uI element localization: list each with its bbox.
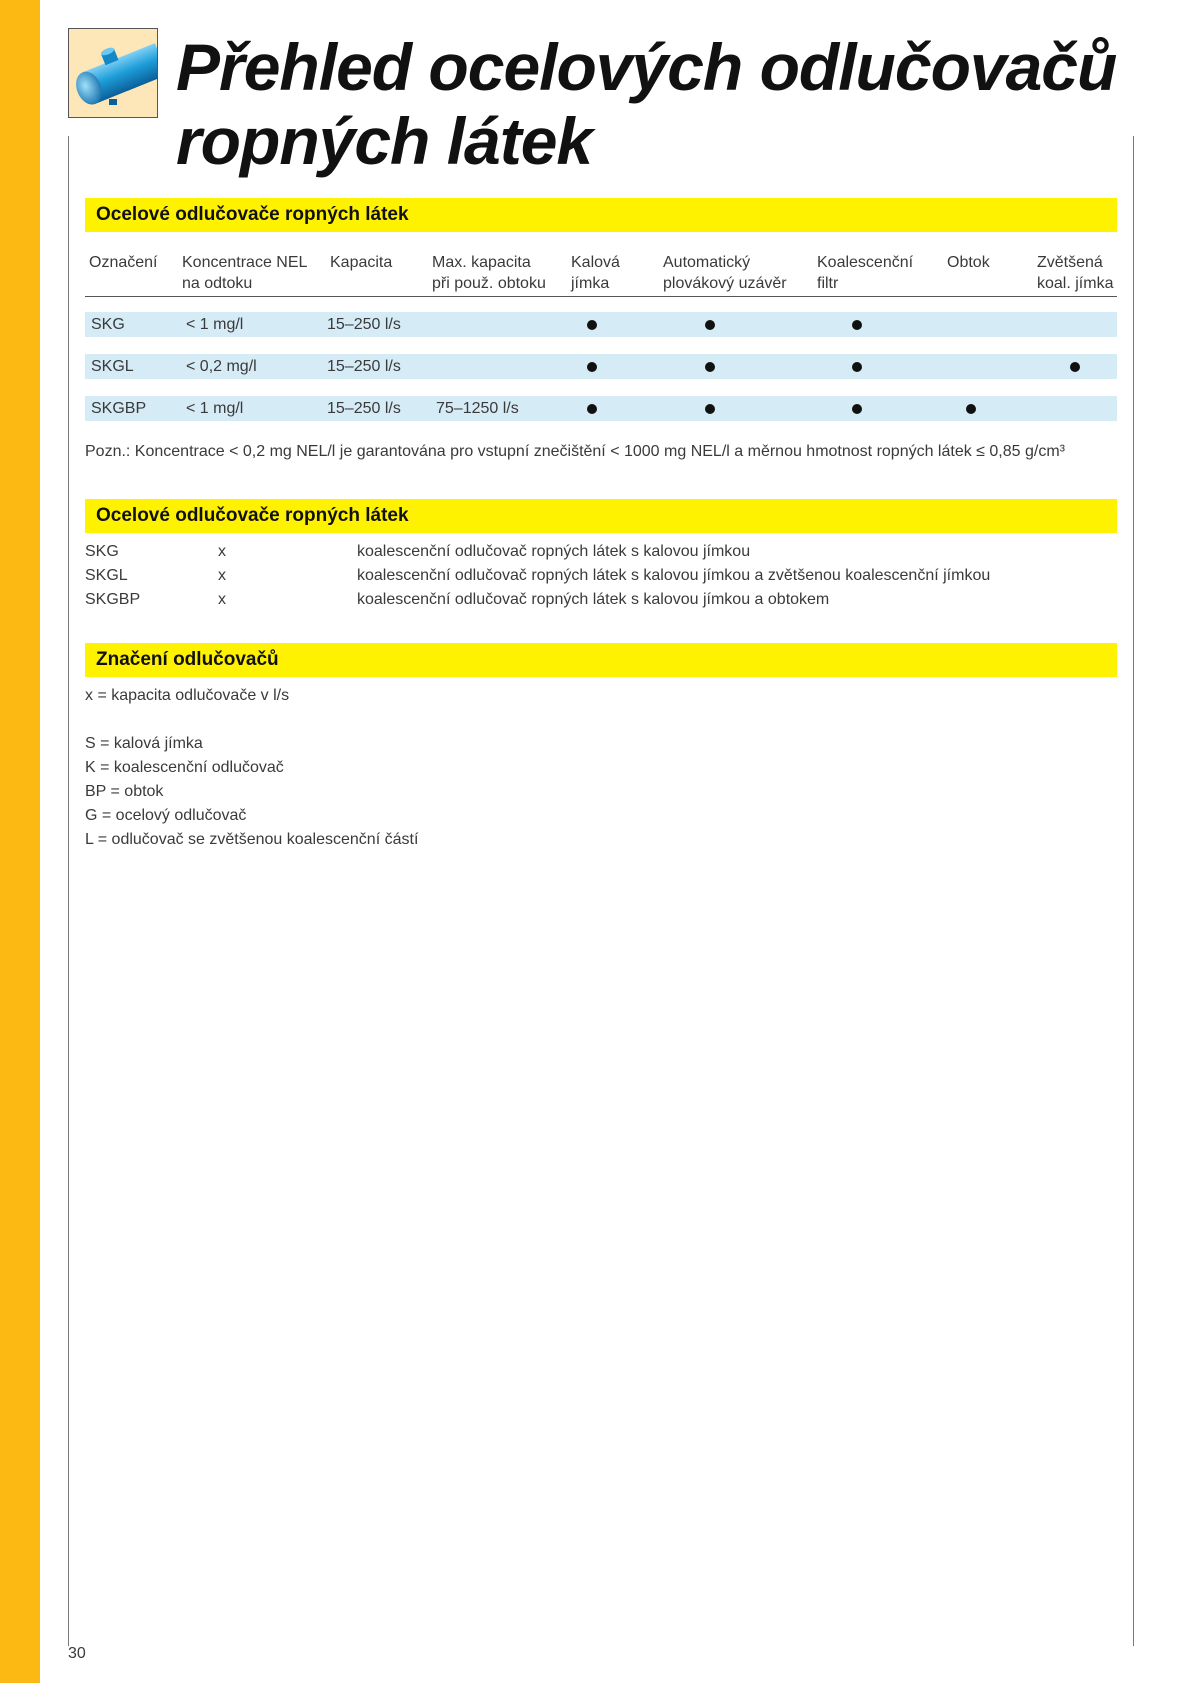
row-concentration: < 1 mg/l [186,316,244,333]
left-margin-rule [68,136,69,1646]
row-capacity: 15–250 l/s [327,358,401,375]
right-margin-rule [1133,136,1134,1646]
feature-dot [705,362,715,372]
feature-dot [1070,362,1080,372]
feature-dot [705,320,715,330]
col-header-max-capacity: Max. kapacita při použ. obtoku [432,254,546,292]
feature-dot [705,404,715,414]
col-header-bypass: Obtok [947,254,990,271]
type-code: SKG [85,543,119,560]
col-header-capacity: Kapacita [330,254,393,271]
title-line-2: ropných látek [176,104,593,178]
row-code: SKGL [91,358,134,375]
row-concentration: < 1 mg/l [186,400,244,417]
col-header-sludge-tank: Kalová jímka [571,254,620,292]
feature-dot [587,362,597,372]
row-code: SKG [91,316,125,333]
type-x: x [218,543,226,560]
page-title [176,30,1116,178]
type-code: SKGL [85,567,128,584]
feature-dot [587,404,597,414]
feature-dot [852,362,862,372]
row-capacity: 15–250 l/s [327,400,401,417]
table-header-rule [85,296,1117,297]
feature-dot [587,320,597,330]
feature-dot [852,320,862,330]
section-heading-types: Ocelové odlučovače ropných látek [85,499,1117,533]
type-description: koalescenční odlučovač ropných látek s kalovou jímkou [357,543,751,560]
steel-tank-icon [69,29,157,117]
table-footnote: Pozn.: Koncentrace < 0,2 mg NEL/l je garantována pro vstupní znečištění < 1000 mg NEL/l a měrnou hmotnost ropných látek ≤ 0,85 g/cm³ [85,443,1065,460]
feature-dot [852,404,862,414]
type-x: x [218,567,226,584]
legend-line: S = kalová jímka [85,735,203,752]
col-header-enlarged-tank: Zvětšená koal. jímka [1037,254,1114,292]
section-heading-designation: Značení odlučovačů [85,643,1117,677]
row-max-capacity: 75–1250 l/s [436,400,519,417]
legend-line: G = ocelový odlučovač [85,807,247,824]
section-heading-overview: Ocelové odlučovače ropných látek [85,198,1117,232]
legend-line: BP = obtok [85,783,164,800]
feature-dot [966,404,976,414]
title-line-1: Přehled ocelových odlučovačů [176,30,1117,104]
side-color-bar [0,0,40,1683]
type-x: x [218,591,226,608]
row-concentration: < 0,2 mg/l [186,358,257,375]
row-code: SKGBP [91,400,147,417]
col-header-coalescence-filter: Koalescenční filtr [817,254,914,292]
col-header-float-valve: Automatický plovákový uzávěr [663,254,787,292]
type-description: koalescenční odlučovač ropných látek s kalovou jímkou a obtokem [357,591,830,608]
page-number: 30 [68,1645,86,1662]
type-code: SKGBP [85,591,141,608]
legend-capacity-line: x = kapacita odlučovače v l/s [85,687,290,704]
col-header-concentration: Koncentrace NEL na odtoku [182,254,308,292]
row-capacity: 15–250 l/s [327,316,401,333]
product-logo [68,28,158,118]
legend-line: L = odlučovač se zvětšenou koalescenční částí [85,831,419,848]
type-description: koalescenční odlučovač ropných látek s kalovou jímkou a zvětšenou koalescenční jímkou [357,567,991,584]
legend-line: K = koalescenční odlučovač [85,759,284,776]
col-header-code: Označení [89,254,158,271]
